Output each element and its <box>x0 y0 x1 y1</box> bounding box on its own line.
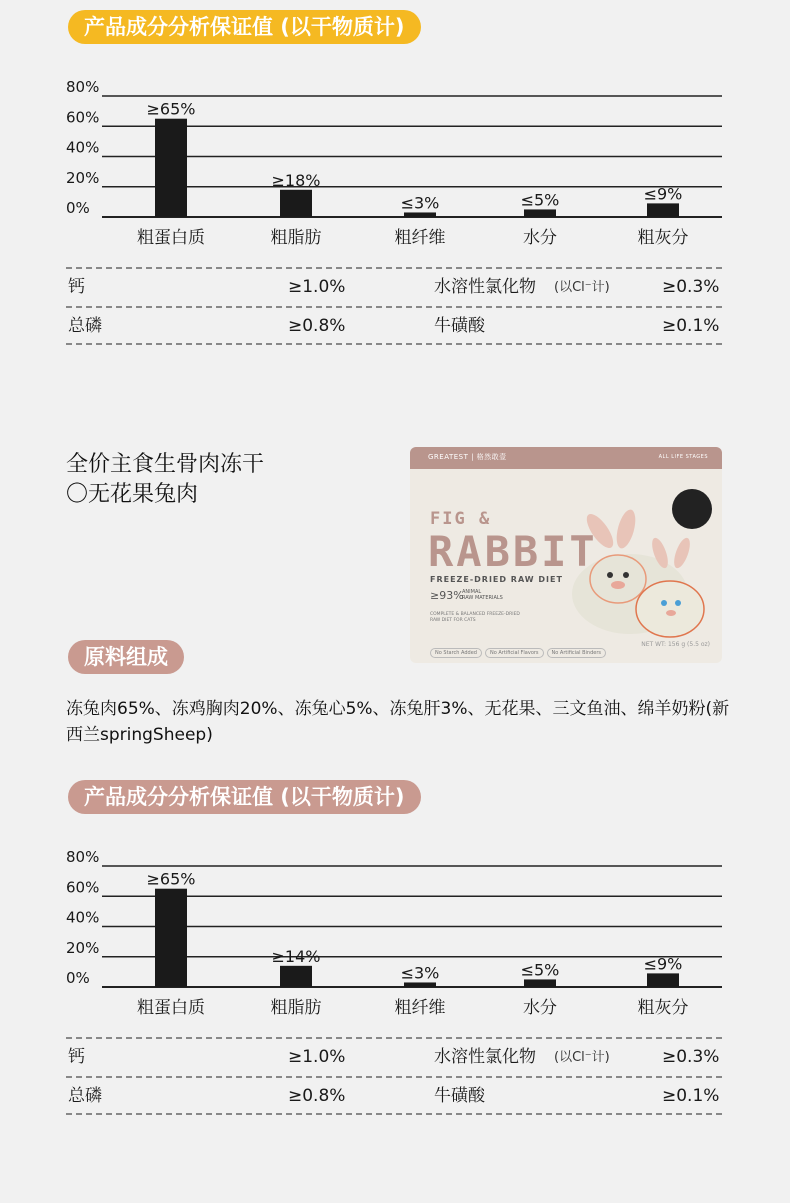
nutrient-name: 水溶性氯化物 <box>434 277 536 297</box>
y-tick-label: 40% <box>66 138 100 157</box>
package-claim-chip: No Starch Added <box>430 648 482 658</box>
bar-data-label: ≤5% <box>520 960 560 980</box>
section1-heading: 产品成分分析保证值 (以干物质计) <box>68 10 421 44</box>
x-category-label: 粗灰分 <box>637 228 689 248</box>
package-brand: GREATEST | 格然敢壹 <box>428 453 507 461</box>
bar <box>524 209 556 217</box>
product-title <box>66 450 264 510</box>
nutrient-value: ≥0.1% <box>662 316 720 336</box>
nutrient-value: ≥0.1% <box>662 1086 720 1106</box>
bar <box>280 966 312 987</box>
section2-bar-chart <box>66 842 726 1032</box>
nutrient-value: ≥0.3% <box>662 1047 720 1067</box>
x-category-label: 粗蛋白质 <box>137 998 205 1018</box>
package-claims <box>430 639 609 658</box>
bar-chart-svg <box>66 842 722 1032</box>
nutrient-name: 总磷 <box>68 316 102 336</box>
package-percent-label: ANIMAL RAW MATERIALS <box>462 589 503 601</box>
package-product-name: RABBIT <box>428 527 598 576</box>
x-category-label: 粗纤维 <box>394 998 446 1018</box>
package-subtitle: FREEZE-DRIED RAW DIET <box>430 575 563 584</box>
bar-data-label: ≤3% <box>400 963 440 983</box>
y-tick-label: 60% <box>66 108 100 127</box>
y-tick-label: 80% <box>66 78 100 96</box>
product-title-line1: 全价主食生骨肉冻干 <box>66 452 265 477</box>
y-tick-label: 20% <box>66 168 100 187</box>
nutrient-row <box>66 306 722 345</box>
x-category-label: 粗脂肪 <box>270 228 322 248</box>
nutrient-value: ≥1.0% <box>288 1047 346 1067</box>
package-top-band <box>410 447 722 469</box>
bar <box>155 889 187 987</box>
section2-heading: 产品成分分析保证值 (以干物质计) <box>68 780 421 814</box>
x-category-label: 水分 <box>523 998 557 1018</box>
bar <box>280 190 312 217</box>
x-category-label: 水分 <box>523 228 557 248</box>
nutrient-value: ≥0.3% <box>662 277 720 297</box>
bar <box>647 973 679 987</box>
bar-data-label: ≥14% <box>271 946 321 966</box>
bar <box>155 119 187 217</box>
y-tick-label: 20% <box>66 938 100 957</box>
product-package-image <box>410 447 722 663</box>
nutrient-name: 牛磺酸 <box>434 316 485 336</box>
nutrient-note: (以Cl⁻计) <box>554 1050 610 1065</box>
nutrient-row <box>66 1076 722 1115</box>
y-tick-label: 0% <box>66 199 90 217</box>
section2-nutrient-table <box>66 1037 722 1115</box>
ingredients-text: 冻兔肉65%、冻鸡胸肉20%、冻兔心5%、冻兔肝3%、无花果、三文鱼油、绵羊奶粉(新西兰springSheep) <box>66 699 730 745</box>
y-tick-label: 80% <box>66 848 100 866</box>
section1-bar-chart <box>66 72 726 262</box>
package-claim-chip: No Artificial Flavors <box>485 648 544 658</box>
nutrient-name: 总磷 <box>68 1086 102 1106</box>
package-blurb: COMPLETE & BALANCED FREEZE-DRIED RAW DIET FOR CATS <box>430 612 520 623</box>
bar-data-label: ≤5% <box>520 190 560 210</box>
nutrient-name: 钙 <box>68 277 85 297</box>
y-tick-label: 0% <box>66 969 90 987</box>
nutrient-value: ≥0.8% <box>288 316 346 336</box>
bar <box>404 212 436 217</box>
package-percent: ≥93% <box>430 589 464 602</box>
bar-data-label: ≥65% <box>146 99 196 119</box>
nutrient-row <box>66 267 722 306</box>
x-category-label: 粗脂肪 <box>270 998 322 1018</box>
nutrient-value: ≥0.8% <box>288 1086 346 1106</box>
section1-nutrient-table <box>66 267 722 345</box>
x-category-label: 粗纤维 <box>394 228 446 248</box>
product-title-line2: 〇无花果兔肉 <box>66 482 199 507</box>
package-net-weight: NET WT: 156 g (5.5 oz) <box>641 641 710 648</box>
nutrient-value: ≥1.0% <box>288 277 346 297</box>
x-category-label: 粗灰分 <box>637 998 689 1018</box>
package-claim-chip: No Artificial Binders <box>547 648 606 658</box>
bar <box>524 979 556 987</box>
bar-data-label: ≤9% <box>643 184 683 204</box>
bar <box>404 982 436 987</box>
bar-data-label: ≤3% <box>400 193 440 213</box>
nutrient-name: 水溶性氯化物 <box>434 1047 536 1067</box>
y-tick-label: 40% <box>66 908 100 927</box>
bar-chart-svg <box>66 72 722 262</box>
nutrient-name: 钙 <box>68 1047 85 1067</box>
package-life-stage: ALL LIFE STAGES <box>658 454 708 460</box>
package-fig-text: FIG & <box>430 509 492 529</box>
nutrient-row <box>66 1037 722 1076</box>
bar-data-label: ≥18% <box>271 170 321 190</box>
bar-data-label: ≥65% <box>146 869 196 889</box>
ingredients-heading: 原料组成 <box>68 640 184 674</box>
nutrient-name: 牛磺酸 <box>434 1086 485 1106</box>
bar <box>647 203 679 217</box>
y-tick-label: 60% <box>66 878 100 897</box>
x-category-label: 粗蛋白质 <box>137 228 205 248</box>
nutrient-note: (以Cl⁻计) <box>554 280 610 295</box>
bar-data-label: ≤9% <box>643 954 683 974</box>
